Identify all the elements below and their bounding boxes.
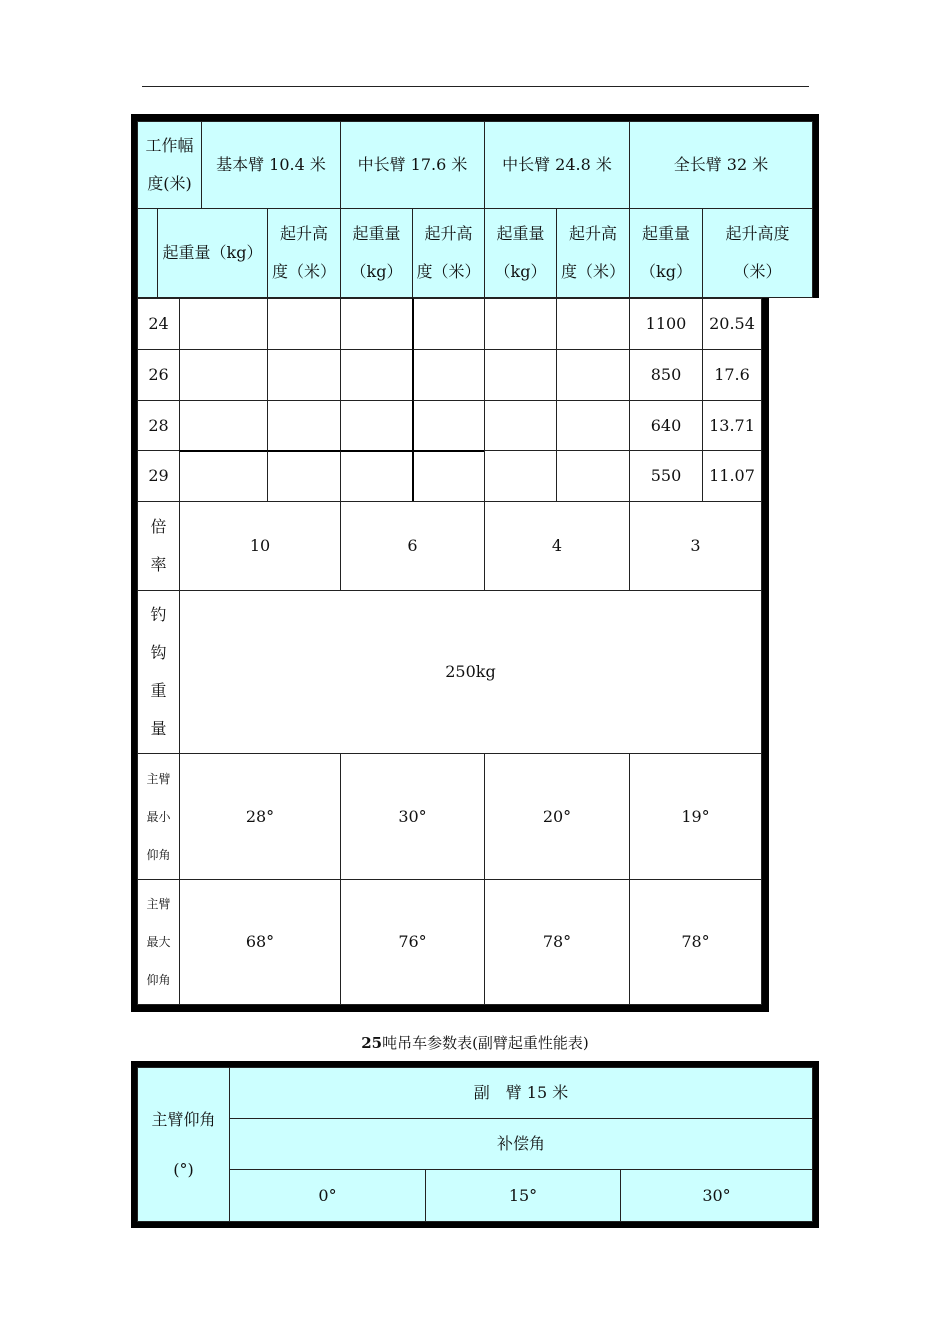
table-cell	[267, 298, 341, 350]
ratio-full: 3	[629, 501, 762, 591]
sub-table-caption: 25吨吊车参数表(副臂起重性能表)	[361, 1034, 589, 1052]
table-cell	[340, 400, 413, 452]
table-cell	[556, 450, 630, 502]
compensation-30: 30°	[620, 1169, 813, 1222]
table-cell	[267, 400, 341, 452]
header-boom-full: 全长臂 32 米	[629, 121, 813, 209]
header-height-full: 起升高度 （米）	[702, 208, 813, 298]
header-boom-basic: 基本臂 10.4 米	[201, 121, 341, 209]
header-boom-mid1: 中长臂 17.6 米	[340, 121, 485, 209]
header-height-mid2: 起升高 度（米）	[556, 208, 630, 298]
row-weight-full: 1100	[629, 298, 703, 350]
jib-length-header: 副 臂 15 米	[229, 1067, 813, 1119]
row-range: 26	[137, 349, 180, 401]
row-weight-full: 640	[629, 400, 703, 452]
header-weight-full: 起重量 （kg）	[629, 208, 703, 298]
header-weight-basic: 起重量（kg）	[157, 208, 268, 298]
table-cell	[556, 349, 630, 401]
row-height-full: 11.07	[702, 450, 762, 502]
header-weight-mid2: 起重量 （kg）	[484, 208, 557, 298]
table-cell	[484, 349, 557, 401]
table-cell	[340, 349, 413, 401]
compensation-angle-header: 补偿角	[229, 1118, 813, 1170]
min-angle-basic: 28°	[179, 753, 341, 880]
table-cell	[556, 298, 630, 350]
min-angle-label: 主臂 最小 仰角	[137, 753, 180, 880]
max-angle-label: 主臂 最大 仰角	[137, 879, 180, 1005]
table-cell	[267, 450, 341, 502]
max-angle-basic: 68°	[179, 879, 341, 1005]
row-range: 24	[137, 298, 180, 350]
table-cell	[412, 400, 485, 452]
min-angle-full: 19°	[629, 753, 762, 880]
row-height-full: 17.6	[702, 349, 762, 401]
header-blank	[137, 208, 158, 298]
header-work-range: 工作幅 度(米)	[137, 121, 202, 209]
compensation-0: 0°	[229, 1169, 426, 1222]
table-cell	[484, 450, 557, 502]
min-angle-mid1: 30°	[340, 753, 485, 880]
table-cell	[484, 298, 557, 350]
row-weight-full: 850	[629, 349, 703, 401]
max-angle-mid2: 78°	[484, 879, 630, 1005]
header-weight-mid1: 起重量 （kg）	[340, 208, 413, 298]
ratio-mid1: 6	[340, 501, 485, 591]
row-weight-full: 550	[629, 450, 703, 502]
compensation-15: 15°	[425, 1169, 621, 1222]
ratio-basic: 10	[179, 501, 341, 591]
table-cell	[412, 450, 485, 502]
table-cell	[556, 400, 630, 452]
ratio-label: 倍 率	[137, 501, 180, 591]
row-range: 29	[137, 450, 180, 502]
row-range: 28	[137, 400, 180, 452]
max-angle-mid1: 76°	[340, 879, 485, 1005]
table-cell	[484, 400, 557, 452]
table-cell	[412, 298, 485, 350]
table-cell	[267, 349, 341, 401]
header-height-mid1: 起升高 度（米）	[412, 208, 485, 298]
row-height-full: 13.71	[702, 400, 762, 452]
table-cell	[179, 349, 268, 401]
table-cell	[412, 349, 485, 401]
max-angle-full: 78°	[629, 879, 762, 1005]
table-cell	[340, 298, 413, 350]
table-cell	[179, 400, 268, 452]
header-rule	[142, 86, 809, 87]
min-angle-mid2: 20°	[484, 753, 630, 880]
hook-label: 钓 钩 重 量	[137, 590, 180, 754]
main-boom-angle-header: 主臂仰角 (°)	[137, 1067, 230, 1222]
table-cell	[340, 450, 413, 502]
header-height-basic: 起升高 度（米）	[267, 208, 341, 298]
row-height-full: 20.54	[702, 298, 762, 350]
table-cell	[179, 450, 268, 502]
table-cell	[179, 298, 268, 350]
hook-weight: 250kg	[179, 590, 762, 754]
header-boom-mid2: 中长臂 24.8 米	[484, 121, 630, 209]
ratio-mid2: 4	[484, 501, 630, 591]
